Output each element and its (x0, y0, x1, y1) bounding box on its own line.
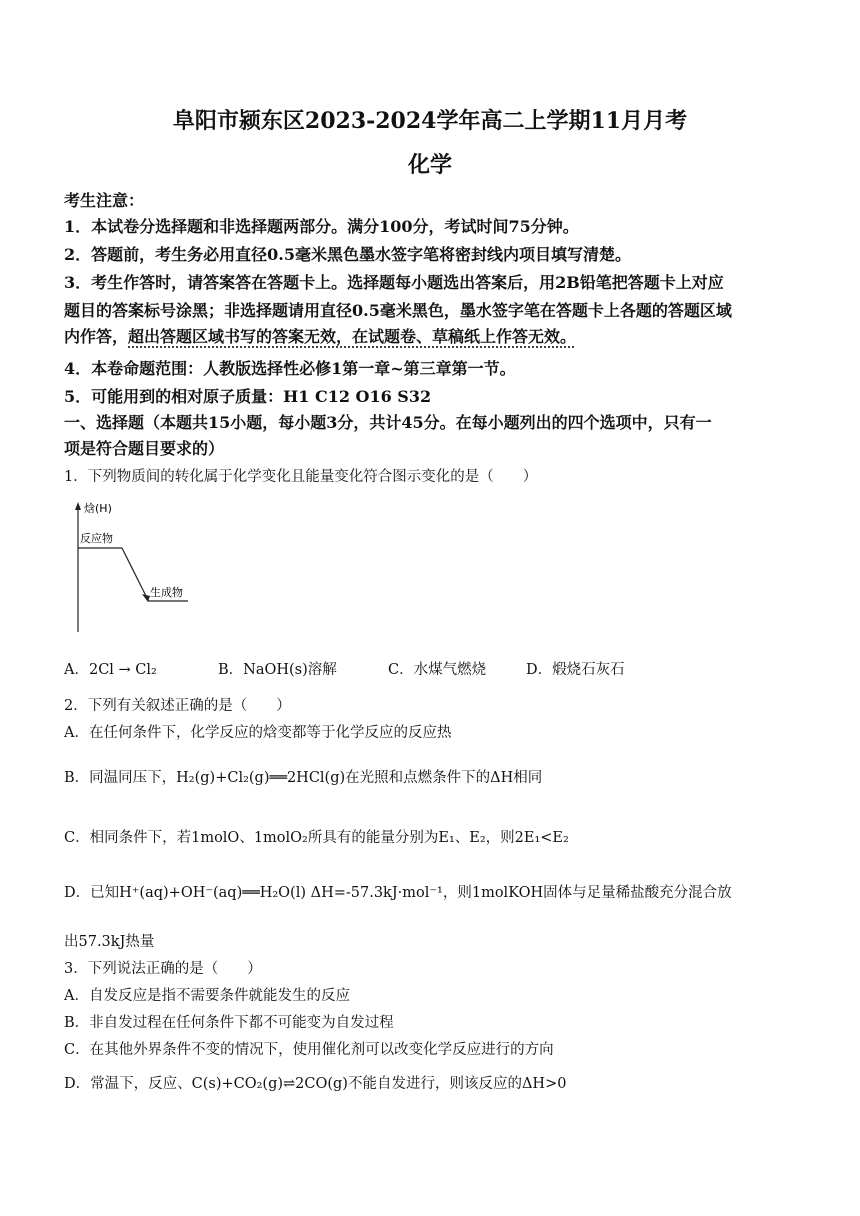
notice-item-3-emphasis: 超出答题区域书写的答案无效，在试题卷、草稿纸上作答无效。 (128, 327, 577, 346)
notice-item-1: 1．本试卷分选择题和非选择题两部分。满分100分，考试时间75分钟。 (64, 217, 579, 236)
q3-option-a: A．自发反应是指不需要条件就能发生的反应 (64, 988, 350, 1004)
notice-item-3-cont2 (64, 324, 794, 347)
product-label: 生成物 (150, 586, 183, 599)
q1-stem: 1．下列物质间的转化属于化学变化且能量变化符合图示变化的是（ ） (64, 469, 538, 485)
section-heading-line2: 项是符合题目要求的） (64, 439, 225, 458)
enthalpy-diagram (72, 498, 202, 638)
exam-title: 阜阳市颍东区2023-2024学年高二上学期11月月考 (172, 108, 688, 134)
q3-option-c: C．在其他外界条件不变的情况下，使用催化剂可以改变化学反应进行的方向 (64, 1042, 554, 1058)
q2-option-a: A．在任何条件下，化学反应的焓变都等于化学反应的反应热 (64, 725, 452, 741)
q1-option-d: D．煅烧石灰石 (526, 662, 625, 678)
notice-item-2: 2．答题前，考生务必用直径0.5毫米黑色墨水签字笔将密封线内项目填写清楚。 (64, 245, 631, 264)
q2-option-d: D．已知H⁺(aq)+OH⁻(aq)══H₂O(l) ΔH=-57.3kJ·mol⁻¹，则1molKOH固体与足量稀盐酸充分混合放 (64, 885, 732, 901)
q2-option-d-cont: 出57.3kJ热量 (64, 934, 155, 950)
energy-drop-line (122, 548, 148, 600)
notice-heading: 考生注意： (64, 191, 145, 210)
subject-title: 化学 (407, 152, 452, 178)
q1-option-a: A．2Cl → Cl₂ (64, 662, 157, 678)
q3-option-b: B．非自发过程在任何条件下都不可能变为自发过程 (64, 1015, 394, 1031)
q3-option-d: D．常温下，反应、C(s)+CO₂(g)⇌2CO(g)不能自发进行，则该反应的ΔH>0 (64, 1076, 567, 1092)
q2-option-b: B．同温同压下，H₂(g)+Cl₂(g)══2HCl(g)在光照和点燃条件下的ΔH相同 (64, 770, 543, 786)
axis-arrow-icon (75, 502, 81, 510)
notice-item-3-cont: 题目的答案标号涂黑；非选择题请用直径0.5毫米黑色，墨水签字笔在答题卡上各题的答题区域 (64, 301, 732, 320)
notice-item-3-prefix: 内作答， (64, 327, 129, 346)
enthalpy-axis-label: 焓(H) (84, 502, 112, 515)
q1-option-c: C．水煤气燃烧 (388, 662, 487, 678)
q2-option-c: C．相同条件下，若1molO、1molO₂所具有的能量分别为E₁、E₂，则2E₁<E₂ (64, 830, 569, 846)
q3-stem: 3．下列说法正确的是（ ） (64, 961, 262, 977)
notice-item-5: 5．可能用到的相对原子质量：H1 C12 O16 S32 (64, 387, 432, 406)
notice-item-4: 4．本卷命题范围：人教版选择性必修1第一章~第三章第一节。 (64, 359, 516, 378)
notice-item-3: 3．考生作答时，请答案答在答题卡上。选择题每小题选出答案后，用2B铅笔把答题卡上对应 (64, 273, 724, 292)
q2-stem: 2．下列有关叙述正确的是（ ） (64, 698, 291, 714)
reactant-label: 反应物 (80, 532, 113, 545)
q1-option-b: B．NaOH(s)溶解 (218, 662, 337, 678)
section-heading-line1: 一、选择题（本题共15小题，每小题3分，共计45分。在每小题列出的四个选项中，只有一 (64, 413, 712, 432)
